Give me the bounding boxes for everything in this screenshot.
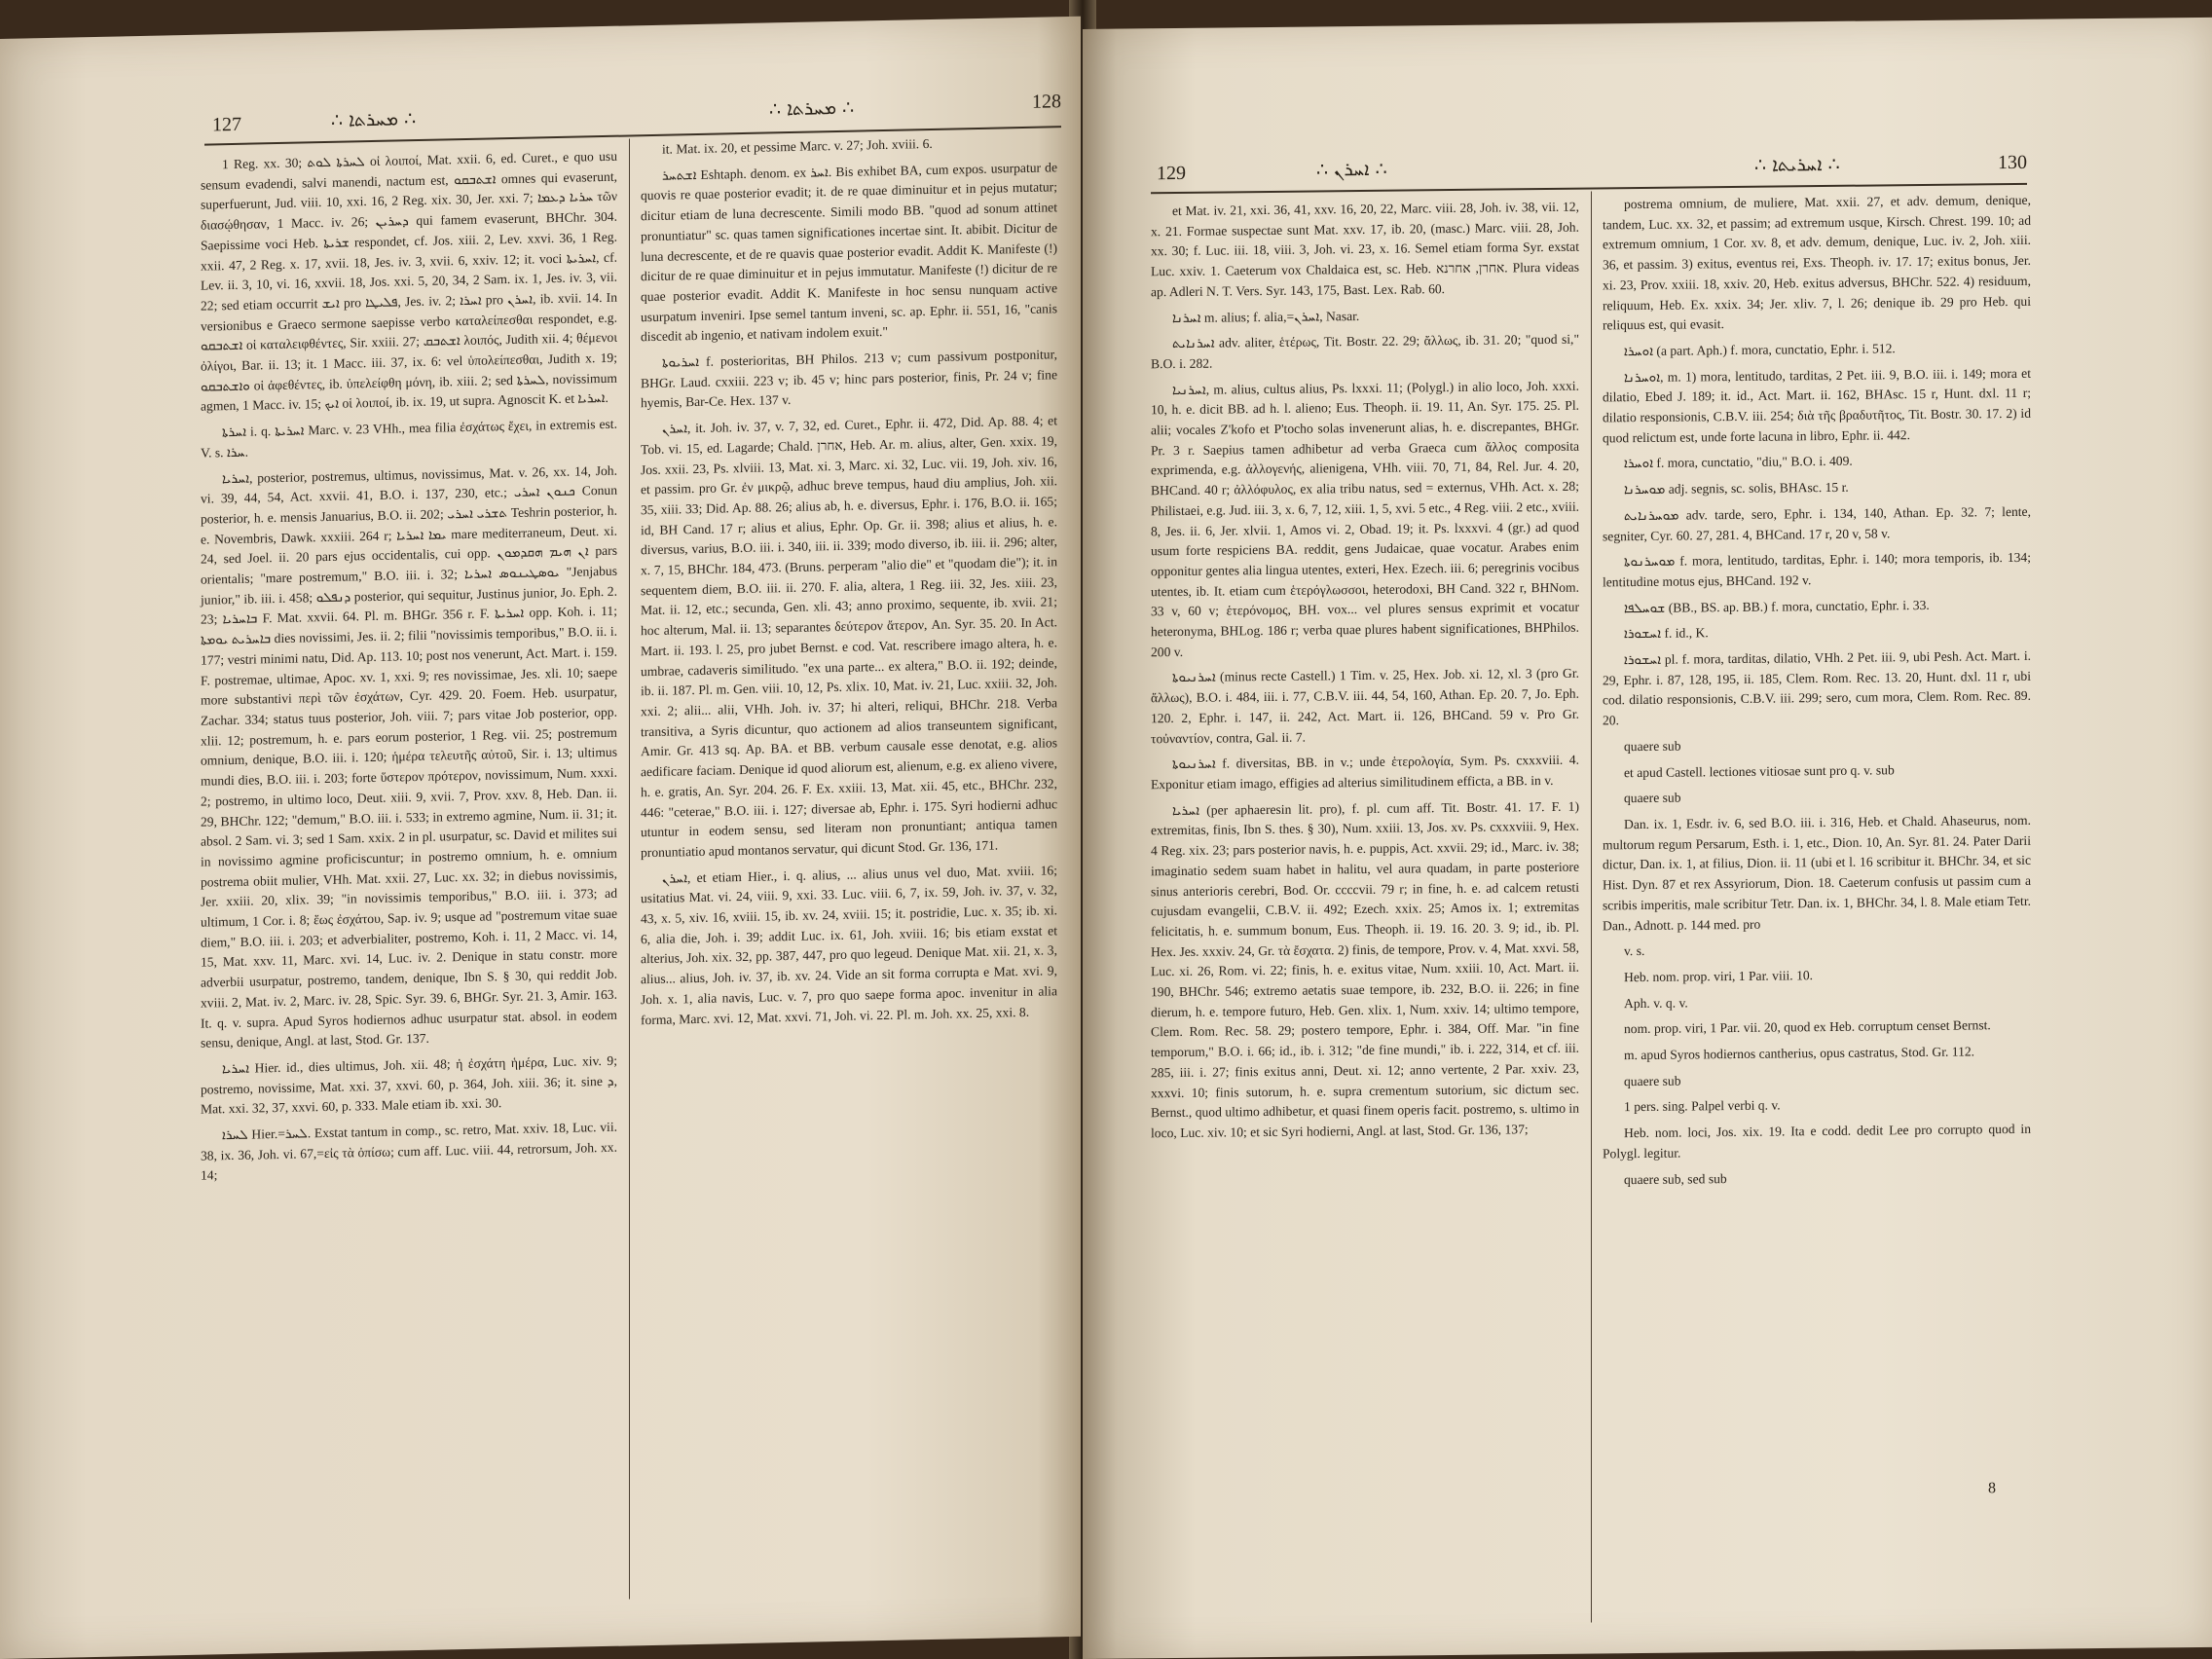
column-2 — [641, 131, 1057, 1610]
entry: ܐܘܚܪܐ f. mora, cunctatio, "diu," B.O. i. 409. — [1624, 454, 1853, 471]
page-number-left: 129 — [1157, 162, 1186, 185]
left-page — [0, 17, 1081, 1659]
entry: ܐܘܚܪܢܐ, m. 1) mora, lentitudo, tarditas, 2 Pet. iii. 9, B.O. iii. i. 149; mora et dilatio, Ebed J. 189; it. id., Act. Mart. ii. 162, BHAsc. 15 r, Hunt. dxl. 11 r; dilatio responsionis, C.B.V. iii. 254; διὰ τῆς βραδυτῆτος, Tit. Bostr. 30. 17. 2) id quod relictum est, unde forte lacuna in libro, Ephr. ii. 442. — [1603, 365, 2031, 446]
entry: ܐܚܪܢ, et etiam Hier., i. q. alius, ... alius unus vel duo, Mat. xviii. 16; usitatius Mat. vi. 24, viii. 9, xxi. 33. Luc. viii. 6, 7, ix. 59, Joh. iv. 37, v. 32, 43, x. 5, xiv. 16, xviii. 15, ib. xv. 24, xviii. 15; it. postridie, Luc. x. 35; ib. xi. 6, alia die, Joh. i. 39; addit Luc. ix. 61, Joh. xviii. 16; bis etiam exstat et alterius, Joh. xix. 32, pp. 387, 447, pro quo legeud. Denique Mat. xii. 21, x. 3, alius... alius, Joh. iv. 37, ib. xv. 24. Vide an sit forma corrupta e Mat. xvi. 9, Joh. x. 1, alia navis, Luc. v. 7, pro quo saepe forma apoc. invenitur in alia forma, Marc. xvi. 12, Mat. xxvi. 71, Joh. vi. 22. Pl. m. Joh. xx. 25, xxi. 8. — [641, 862, 1057, 1027]
entry: ܐܚܪܢܝܘܬܐ (minus recte Castell.) 1 Tim. v. 25, Hex. Job. xi. 12, xl. 3 (pro Gr. ἄλλως), B.O. i. 484, iii. i. 77, C.B.V. iii. 44, 54, 160, Athan. Ep. 20. 7, Jo. Eph. 120. 2, Ephr. i. 147, ii. 242, Act. Mart. ii. 126, BHCand. 59 v. Pro Gr. τοὐναντίον, contra, Gal. ii. 7. — [1151, 666, 1579, 746]
entry: ܐܚܪܝܘܬܐ f. posterioritas, BH Philos. 213 v; cum passivum postponitur, BHGr. Laud. cxxiii. 223 v; ib. 45 v; hinc pars posterior, finis, Pr. 24 v; fine hyemis, Bar-Ce. Hex. 137 v. — [641, 347, 1057, 411]
entry: quaere sub — [1624, 790, 1681, 806]
right-page — [1083, 18, 2212, 1659]
column-1 — [1151, 198, 1579, 1643]
entry: quaere sub — [1624, 1073, 1681, 1088]
entry: et apud Castell. lectiones vitiosae sunt pro q. v. sub — [1624, 761, 1895, 780]
entry: m. apud Syros hodiernos cantherius, opus castratus, Stod. Gr. 112. — [1624, 1044, 1975, 1063]
entry: et Mat. iv. 21, xxi. 36, 41, xxv. 16, 20, 22, Marc. viii. 28, Joh. iv. 38, vii. 12, x. 21. Formae suspectae sunt Mat. xxv. 17, ib. 20, (masc.) Marc. viii. 28, Joh. xx. 30; f. Luc. iii. 18, viii. 3, Joh. vi. 23, x. 16. Semel etiam forma Syr. exstat Luc. xxiv. 1. Caeterum vox Chaldaica est, sc. Heb. אחרן, אחרנא. Plura videas ap. Adleri N. T. Vers. Syr. 143, 175, Bast. Lex. Rab. 60. — [1151, 199, 1579, 300]
column-1 — [201, 147, 617, 1626]
entry: ܐܫܬܚܪ Eshtaph. denom. ex ܐܚܪ. Bis exhibet BA, cum expos. usurpatur de quovis re quae posterior evadit; it. de re quae diminuitur et in pejus mutatur; dicitur etiam de luna decrescente. Simili modo BB. "quod ad sonum attinet pronuntiatur" sc. quas tamen significationes incertae sint. It. abibit. Dicitur de luna decrescente, et de re quavis quae posterior evadit. Addit K. Manifeste (!) dicitur de re quae diminuitur et in pejus immutatur. Manifeste (!) dicitur de re quae posterior evadit. Addit K. Manifeste in hoc sensu nunquam active usurpatum inveniri. Ipse semel tantum inveni, sc. ap. Ephr. ii. 551, 16, "canis discedit ab ingenio, et nativam indolem exuit." — [641, 159, 1057, 345]
entry: ܡܘܚܪܢܘܬܐ f. mora, lentitudo, tarditas, Ephr. i. 140; mora temporis, ib. 134; lentitudine motus ejus, BHCand. 192 v. — [1603, 550, 2031, 590]
entry: ܡܘܚܪܢܐܝܬ adv. tarde, sero, Ephr. i. 134, 140, Athan. Ep. 32. 7; lente, segniter, Cyr. 60. 27, 281. 4, BHCand. 17 r, 20 v, 58 v. — [1603, 503, 2031, 543]
running-title-right: ∴ ܡܚܪܬܐ ∴ — [769, 96, 855, 121]
entry: ܐܚܪܝܐ (per aphaeresin lit. pro), f. pl. cum aff. Tit. Bostr. 41. 17. F. 1) extremitas, finis, Ibn S. thes. § 30), Num. xxiii. 13, Jos. xv. Ps. cxxxviii. 9, Hex. 4 Reg. xix. 23; pars posterior navis, h. e. puppis, Act. xxvii. 29; id., Marc. iv. 38; imaginatio sedem suam habet in halitu, vel aura quadam, in parte posteriore sinus anterioris cerebri, Bod. Or. ccccvii. 79 r; in fine, h. e. ad calcem retusti cujusdam evangelii, C.B.V. ii. 492; Ezech. xxix. 25; Amos ix. 1; extremitas felicitatis, h. e. summum bonum, Eus. Theoph. ii. 19. 16. 20. 3. 9; id., ib. Pl. Hex. Jes. xxxiv. 24, Gr. τὰ ἔσχατα. 2) finis, de tempore, Prov. v. 4, Mat. xxvi. 58, Luc. xi. 26, Rom. vi. 22; finis, h. e. exitus vitae, Num. xxiii. 10, Act. Mart. ii. 190, BHChr. 546; extremo aetatis suae tempore, ib. 232, B.O. ii. 226; in fine dierum, h. e. tempore futuro, Heb. Gen. xlix. 1, Num. xxiv. 14; ultimo tempore, Clem. Rom. Rec. 58. 29; postero tempore, Ephr. i. 384, Off. Mar. "in fine temporum," B.O. i. 66; id., ib. i. 312; "de fine mundi," ib. i. 222, 314, et cf. iii. 285, iii. i. 27; finis exitus anni, Deut. xi. 12; anno vertente, 2 Par. xxiv. 23, xxxvi. 10; finis sutorum, h. e. supra crementum sutorium, sic dictum sec. Bernst., quod ultimo adhibetur, et quasi finem operis facit. postremo, s. ultimo in loco, Luc. xiv. 10; et sic Syri hodierni, Angl. at last, Stod. Gr. 136, 137; — [1151, 798, 1579, 1141]
column-rule — [629, 138, 630, 1599]
entry: ܐܚܪܢ, it. Joh. iv. 37, v. 7, 32, ed. Curet., Ephr. ii. 472, Did. Ap. 88. 4; et Tob. vi. 15, ed. Lagarde; Chald. אחרן, Heb. Ar. m. alius, alter, Gen. xxix. 19, Jos. xxii. 23, Ps. xlviii. 13, Mat. xi. 3, Marc. xi. 32, Luc. vii. 19, Joh. xiv. 16, et passim. pro Gr. ἐν μικρῷ, adhuc breve tempus, haud diu amplius, Joh. xii. 35, xiii. 33; Did. Ap. 88. 26; alius ab, h. e. diversus, Ephr. i. 176, B.O. ii. 165; id, BH Cand. 17 r; alius et alius, Ephr. Op. Gr. ii. 398; alius et alius, h. e. diversus, varius, B.O. iii. i. 340, iii. ii. 339; modo diverso, ib. iii. ii. 296; alter, x. 7, 15, BHChr. 184, 473. (Bruns. perperam "alio die" et "quodam die"); it. in sequentem diem, B.O. iii. ii. 270. F. alia, altera, 1 Reg. iii. 32, Jes. xiii. 23, Mat. ii. 12, etc.; secunda, Gen. xli. 43; anno proximo, sequente, ib. xvii. 21; hoc alterum, Mal. ii. 13; separantes δεύτερον ἄτερον, An. Syr. 35. 20. In Act. Mart. ii. 193. l. 25, pro jubet Bernst. e cod. Vat. rescribere imago altera, h. e. umbrae, cadaveris similitudo. "ex una parte... ex altera," B.O. ii. 192; deinde, ib. ii. 187. Pl. m. Gen. viii. 10, 12, Ps. xlix. 10, Mat. iv. 21, Luc. xxiii. 32, Joh. xxi. 2; alii... alii, VHh. Joh. iv. 37; hi alteri, reliqui, BHChr. 218. Verba transitiva, a Syris dicuntur, quo actionem ad alios transeuntem significant, Amir. Gr. 413 sq. Ap. BA. et BB. verbum causale esse denotat, e.g. alios aedificare faciam. Denique id quod aliorum est, alienum, e.g. ex alieno vivere, h. e. gratis, An. Syr. 204. 26. F. Ex. xxiii. 13, Mat. xii. 45, etc., BHChr. 232, 446: "ceterae," B.O. iii. i. 127; diversae ab, Ephr. i. 175. Syri hodierni adhuc utuntur in eodem sensu, sed literam non pronuntiant; antiqua tamen pronuntiatio apud montanos servatur, qui dicunt Stod. Gr. 136, 171. — [641, 413, 1057, 861]
entry: ܡܘܚܪܢܐ adj. segnis, sc. solis, BHAsc. 15 r. — [1624, 479, 1849, 498]
entry: Heb. nom. prop. viri, 1 Par. viii. 10. — [1624, 968, 1814, 985]
entry: Aph. v. q. v. — [1624, 995, 1688, 1011]
entry: quaere sub, sed sub — [1624, 1170, 1727, 1187]
entry: ܐܚܪܢܝܐ, m. alius, cultus alius, Ps. lxxxi. 11; (Polygl.) in alio loco, Joh. xxxi. 10, h. e. dicit BB. ad h. l. alieno; Eus. Theoph. ii. 19. 11, An. Syr. 175. 25. Pl. alii; vocales Z'kofo et P'tocho solas invenerunt alias, h. e. discrepantes, BHGr. Pr. 3 r. Saepius tamen adhibetur ad verba Graeca cum ἄλλος composita exprimenda, e.g. ἀλλογενής, alienigena, VHh. viii. 70, 71, 84, Rel. Jur. 4. 20, BHCand. 40 r; ἀλλόφυλος, ex alia tribu natus, sed = externus, VHh. Act. x. 28; Philistaei, e.g. Jud. iii. 3, x. 6, 7, 12, xiii. 1, 5, xvi. 5 etc., 4 Reg. viii. 2 etc., xviii. 8, Jes. ii. 6, Jer. xlvii. 1, Amos vi. 2, Obad. 19; it. Ps. lxxxvi. 4 (gr.) ad quod usum forte respiciens BA. reddit, gens Judaicae, quae vocatur. Arabes enim opponitur gentes alia lingua utentes, exteri, Hex. Ezech. iii. 6; peregrinis vocibus utentes, ib. It. etiam cum ἑτερόγλωσσοι, heterodoxi, BH Cand. 322 r, BHNom. 33 v, 60 v; ἑτερόνομος, BH. vox... vel plures sensus exprimit et vocatur heteronyma, BHLog. 186 r; verba quae plures habent significationes, BHPhilos. 200 v. — [1151, 378, 1579, 660]
entry: Heb. nom. loci, Jos. xix. 19. Ita e codd. dedit Lee pro corrupto quod in Polygl. legitur. — [1603, 1121, 2031, 1161]
column-rule — [1591, 192, 1592, 1623]
running-title-left: ∴ ܐܚܪܢ ∴ — [1316, 158, 1387, 181]
entry: it. Mat. ix. 20, et pessime Marc. v. 27; Joh. xviii. 6. — [662, 135, 933, 157]
entry: ܐܚܪܢܝܘܬܐ f. diversitas, BB. in v.; unde ἑτερολογία, Sym. Ps. cxxxviii. 4. Exponitur etiam imago, effigies ad alterius similitudinem efficta, a BB. in v. — [1151, 752, 1579, 793]
entry: ܐܚܪܬܐ i. q. ܐܚܪܝܬܐ Marc. v. 23 VHh., mea filia ἐσχάτως ἔχει, in extremis est. V. s. ܚܪܐ. — [201, 416, 617, 461]
running-title-right: ∴ ܐܚܪܝܬܐ ∴ — [1754, 153, 1840, 176]
entry: ܐܚܫܘܪܐ f. id., K. — [1624, 625, 1709, 642]
entry: postrema omnium, de muliere, Mat. xxii. 27, et adv. demum, denique, tandem, Luc. xx. 32, et passim; ad extremum usque, Kirsch. Chrest. 199. 10; ad extremum omnium, 1 Cor. xv. 8, et adv. demum, denique, Luc. iv. 2, Joh. xiii. 36, et passim. 3) exitus, eventus rei, Exs. Theoph. iv. 17. 17; exitus bonus, Jer. xi. 23, Prov. xxiii. 18, xxiv. 20, Heb. exitus adversus, BHChr. 522. 4) residuum, reliquum, Heb. Ex. xxix. 34; Jer. xliv. 7, l. 26; denique ib. 29 pro Heb. qui reliquus est, qui evasit. — [1603, 192, 2031, 333]
page-number-left: 127 — [212, 113, 241, 136]
column-2 — [1603, 191, 2031, 1637]
entry: ܐܚܪܢܐ m. alius; f. alia,=ܐܚܪܢ, Nasar. — [1172, 308, 1360, 325]
entry: Dan. ix. 1, Esdr. iv. 6, sed B.O. iii. i. 316, Heb. et Chald. Ahaseurus, nom. multorum regum Persarum, Esth. i. 1, etc., Dion. 10, An. Syr. 81. 24. Pater Darii dictur, Dan. ix. 1, at filius, Dion. ii. 11 (ubi et l. 16 scribitur it. BHChr. 34, et sic Hist. Dyn. 87 et rex Assyriorum, Dion. 18. Caeterum confusis ut passim cum a scribis imperitis, male scribitur Tetr. Dan. ix. 1, BHChr. 34, l. 8. Male etiam Tetr. Dan., Adnott. p. 144 med. pro — [1603, 812, 2031, 933]
page-number-right: 130 — [1998, 151, 2027, 174]
entry: ܐܚܫܘܪܐ pl. f. mora, tarditas, dilatio, VHh. 2 Pet. iii. 9, ubi Pesh. Act. Mart. i. 29, Ephr. i. 87, 128, 195, ii. 185, Clem. Rom. Rec. 13. 20, Hunt. dxl. 11 r, ubi cod. dilatio responsionis, C.B.V. iii. 299; sero, cum mora, Clem. Rom. Rec. 89. 20. — [1603, 647, 2031, 728]
entry: ܐܚܪܝܐ, posterior, postremus, ultimus, novissimus, Mat. v. 26, xx. 14, Joh. vi. 39, 44, 54, Act. xxvii. 41, B.O. i. 137, 230, etc.; ܟܢܘܢ ܐܚܪܝ Conun posterior, h. e. mensis Januarius, B.O. ii. 202; ܬܫܪܝ ܐܚܪܝ Teshrin posterior, h. e. Novembris, Dawk. xxxiii. 264 r; ܝܡܐ ܐܚܪܝܐ mare mediterraneum, Deut. xi. 24, sed Joel. ii. 20 pars ejus occidentalis, cui opp. ܐܢ ܗܝܡ ܗܩܕܡܘܢ pars orientalis; "mare postremum," B.O. iii. i. 32; ܝܘܣܛܝܢܘܣ ܐܚܪܝܐ "Jenjabus junior," ib. iii. i. 458; ܕܢܦܠܘ posterior, qui sequitur, Justinus junior, Jo. Eph. 2. 23; ܒܐܚܪܝܐ F. Mat. xxvii. 64. Pl. m. BHGr. 356 r. F. ܐܚܪܝܬܐ opp. Koh. i. 11; ܒܐܚܪܝܬ ܝܘܡܬܐ dies novissimi, Jes. ii. 2; filii "novissimis temporibus," B.O. ii. i. 177; vestri minimi natu, Did. Ap. 113. 10; post nos venerunt, Act. Mart. i. 159. F. postremae, ultimae, Apoc. xv. 1, xxi. 9; res novissimae, Jes. xli. 10; saepe more substantivi περὶ τῶν ἐσχάτων, Cyr. 429. 20. Foem. Heb. usurpatur, Zachar. 334; status tuus posterior, Joh. viii. 7; pars vitae Job posterior, opp. xlii. 12; postremum, h. e. pars eorum posterior, 1 Reg. vii. 25; postremum omnium, denique, B.O. iii. i. 120; ἡμέρα τελευτῆς αὐτοῦ, Sir. i. 13; ultimus mundi dies, B.O. iii. i. 203; forte ὕστερον πρότερον, novissimum, Num. xxxi. 2; postremo, in ultimo loco, Deut. xiii. 9, xvii. 7, Prov. xxv. 8, Heb. Dan. ii. 29, BHChr. 122; "demum," B.O. iii. i. 533; in extremo agmine, Num. ii. 31; it. absol. 2 Sam. vi. 3; sed 1 Sam. xxix. 2 in pl. usurpatur, sc. David et milites sui in novissimo agmine proficiscuntur; in postremo omnium, h. e. omnium postrema obiit mulier, VHh. Mat. xxii. 27, Luc. xx. 32; in diebus novissimis, Jer. xxiii. 20, xlix. 39; "in novissimis temporibus," B.O. iii. i. 373; ad ultimum, 1 Cor. i. 8; ἕως ἐσχάτου, Sap. iv. 9; usque ad "postremum vitae suae diem," B.O. iii. i. 203; et adverbialiter, postremo, Koh. i. 11, 2 Macc. vi. 14, 15, Mat. xxv. 11, Marc. xvi. 14, Luc. iv. 2. Denique in statu constr. more adverbii usurpatur, postremo, tandem, denique, Ibn S. § 30, qui reddit Job. xviii. 2, Mat. iv. 2, Marc. iv. 28, Spic. Syr. 39. 6, BHGr. Syr. 21. 3, Amir. 163. It. q. v. supra. Apud Syros hodiernos adhuc usurpatur stat. absol. in eodem sensu, denique, Angl. at last, Stod. Gr. 137. — [201, 462, 618, 1051]
signature-mark: 8 — [1988, 1480, 1996, 1497]
entry: nom. prop. viri, 1 Par. vii. 20, quod ex Heb. corruptum censet Bernst. — [1624, 1017, 1991, 1037]
entry: ܐܚܪܢܐܝܬ adv. aliter, ἑτέρως, Tit. Bostr. 22. 29; ἄλλως, ib. 31. 20; "quod si," B.O. i. 282. — [1151, 331, 1579, 372]
running-title-left: ∴ ܡܚܪܬܐ ∴ — [331, 108, 417, 131]
entry: v. s. — [1624, 943, 1645, 959]
entry: ܠܚܪܐ Hier.=ܠܚܪ. Exstat tantum in comp., sc. retro, Mat. xxiv. 18, Luc. vii. 38, ix. 36, Joh. vi. 67,=εἰς τὰ ὀπίσω; cum aff. Luc. viii. 44, retrorsum, Joh. xx. 14; — [201, 1119, 617, 1184]
entry: ܫܘܚܠܦܐ (BB., BS. ap. BB.) f. mora, cunctatio, Ephr. i. 33. — [1624, 597, 1930, 615]
entry: ܐܘܚܪܐ (a part. Aph.) f. mora, cunctatio, Ephr. i. 512. — [1624, 341, 1896, 359]
entry: 1 Reg. xx. 30; ܠܚܪܬܐ ܠܘܬ οἱ λοιποί, Mat. xxii. 6, ed. Curet., e quo usu sensum evadendi, salvi manendi, nactum est, ܐܫܬܒܩܘ omnes qui evaserunt, superfuerunt, Jud. viii. 10, xxi. 16, 2 Reg. xix. 30, Jer. xxi. 7; ܚܪܝܐ ܕܥܡܐ τῶν διασῴθησαν, 1 Macc. iv. 26; ܕܚܪܝܢ qui famem evaserunt, BHChr. 304. Saepissime voci Heb. ܫܪܝܬܐ respondet, cf. Jos. xiii. 2, Lev. xxvi. 36, 1 Reg. xxii. 47, 2 Reg. x. 17, xvii. 18, Jes. iv. 3, xvii. 6, xxiv. 12; it. voci ܐܚܪܝܬܐ, cf. Lev. ii. 3, 10, vi. 16, xxvii. 18, Jos. xxi. 5, 20, 34, 2 Sam. ix. 1, Jes. iv. 3, vii. 22; sed etiam occurrit ܐܝܫ pro ܦܠܝܛܐ, Jes. iv. 2; ܐܚܪܐ pro ܐܚܪܢ, ib. xvii. 14. In versionibus e Graeco sermone saepisse verbo καταλείπεσθαι respondet, e.g. ܐܫܬܒܩܘ οἱ καταλειφθέντες, Sir. xxiii. 27; ܐܫܬܒܩ λοιπός, Judith xii. 4; θέμενοι ὀλίγοι, Bar. ii. 13; it. 1 Macc. iii. 37, ix. 6: vel ὑπολείπεσθαι, Judith x. 19; ܘܐܫܬܒܩܘ οἱ ἀφεθέντες, ib. ὑπελείφθη μόνη, ib. xiii. 2; sed ܠܚܪܬܐ, novissimum agmen, 1 Macc. iv. 15; ܐܝܟ οἱ λοιποί, ib. ix. 19, ut supra. Agnoscit K. et ܐܚܪܝܐ. — [201, 148, 618, 415]
entry: 1 pers. sing. Palpel verbi q. v. — [1624, 1097, 1781, 1115]
entry: quaere sub — [1624, 738, 1681, 755]
entry: ܐܚܪܝܐ Hier. id., dies ultimus, Joh. xii. 48; ἡ ἐσχάτη ἡμέρα, Luc. xiv. 9; postremo, novissime, Mat. xxi. 37, xxvi. 60, p. 364, Joh. xiii. 36; it. sine ܕ, Mat. xxi. 32, 37, xxvi. 60, p. 333. Male etiam ib. xxi. 30. — [201, 1052, 617, 1118]
page-number-right: 128 — [1032, 91, 1061, 113]
